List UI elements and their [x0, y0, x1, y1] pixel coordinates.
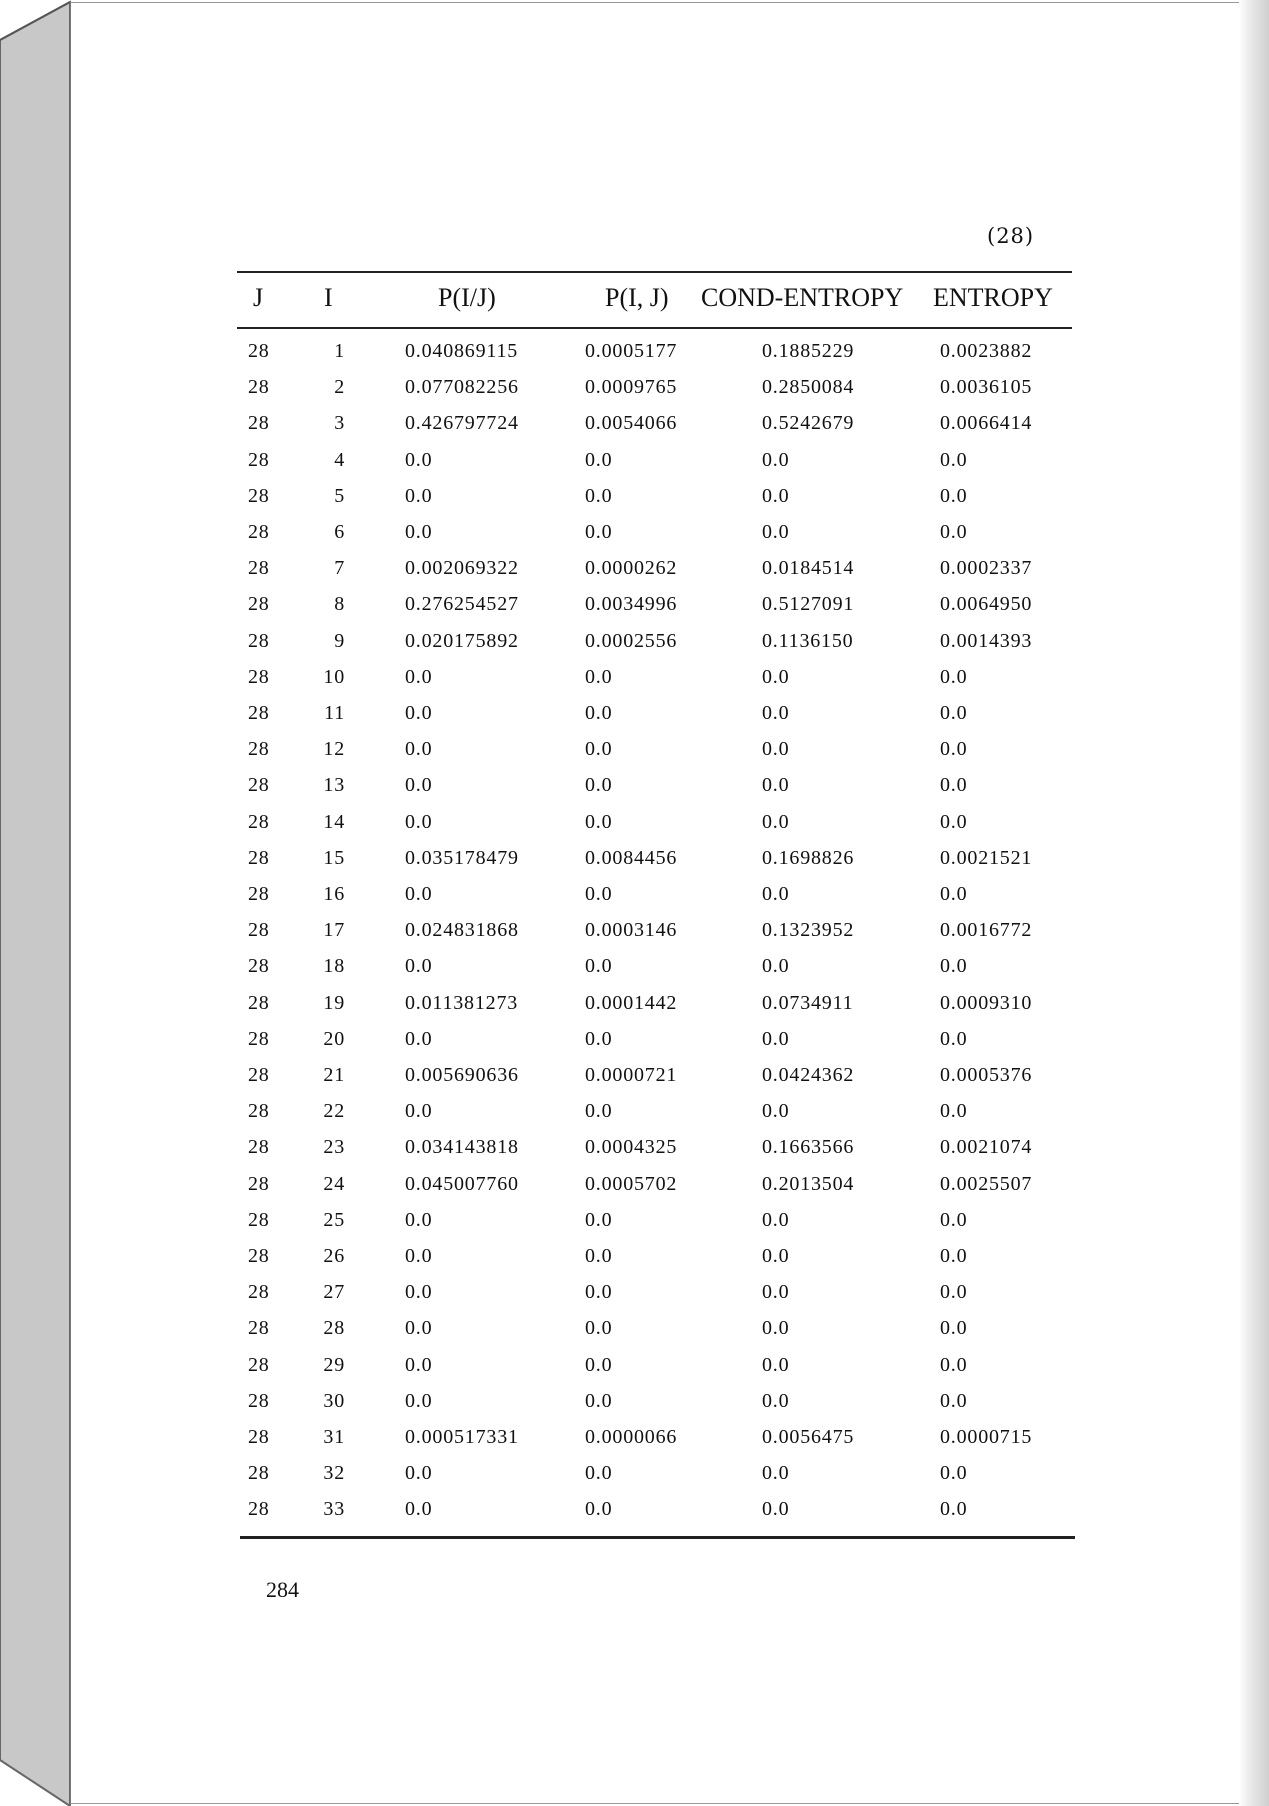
cell-cond-entropy: 0.1698826	[762, 846, 855, 869]
cell-cond-entropy: 0.0	[762, 1353, 790, 1376]
cell-entropy: 0.0	[940, 484, 968, 507]
cell-entropy: 0.0	[940, 1389, 968, 1412]
cell-cond-entropy: 0.0734911	[762, 991, 854, 1014]
cell-conditional-probability: 0.0	[405, 448, 433, 471]
table-row	[0, 1064, 1269, 1094]
cell-j: 28	[248, 702, 270, 724]
cell-conditional-probability: 0.034143818	[405, 1136, 519, 1159]
cell-joint-probability: 0.0	[585, 521, 613, 543]
table-bottom-rule	[240, 1536, 1075, 1539]
column-header-j: J	[253, 283, 264, 312]
cell-i: 22	[323, 1100, 345, 1123]
cell-entropy: 0.0	[940, 883, 968, 905]
table-row	[0, 1028, 1269, 1058]
cell-entropy: 0.0036105	[940, 376, 1033, 399]
cell-joint-probability: 0.0000721	[585, 1064, 678, 1086]
column-header-entropy: ENTROPY	[933, 283, 1053, 312]
cell-entropy: 0.0	[940, 738, 968, 761]
cell-i: 7	[334, 557, 345, 580]
cell-j: 28	[248, 955, 270, 978]
cell-joint-probability: 0.0084456	[585, 846, 678, 869]
cell-cond-entropy: 0.0	[762, 521, 790, 543]
cell-conditional-probability: 0.276254527	[405, 593, 519, 616]
cell-entropy: 0.0	[940, 810, 968, 833]
cell-i: 28	[323, 1317, 345, 1340]
cell-conditional-probability: 0.002069322	[405, 557, 519, 580]
cell-j: 28	[248, 919, 270, 942]
cell-cond-entropy: 0.0184514	[762, 557, 855, 580]
table-number: (28)	[987, 224, 1035, 248]
cell-joint-probability: 0.0000262	[585, 557, 678, 580]
cell-cond-entropy: 0.1136150	[762, 629, 854, 652]
table-row	[0, 811, 1269, 841]
cell-cond-entropy: 0.0	[762, 1498, 790, 1521]
cell-j: 28	[248, 1353, 270, 1376]
cell-conditional-probability: 0.077082256	[405, 376, 519, 399]
cell-entropy: 0.0	[940, 1027, 968, 1050]
cell-conditional-probability: 0.020175892	[405, 629, 519, 652]
cell-joint-probability: 0.0009765	[585, 376, 678, 399]
cell-cond-entropy: 0.0	[762, 738, 790, 761]
cell-entropy: 0.0	[940, 1100, 968, 1123]
cell-i: 1	[334, 340, 345, 362]
cell-cond-entropy: 0.0	[762, 1245, 790, 1267]
table-row	[0, 1498, 1269, 1528]
cell-cond-entropy: 0.0	[762, 1389, 790, 1412]
cell-j: 28	[248, 521, 270, 543]
cell-conditional-probability: 0.0	[405, 1245, 433, 1267]
cell-i: 14	[323, 810, 345, 833]
cell-cond-entropy: 0.1663566	[762, 1136, 855, 1159]
cell-j: 28	[248, 1245, 270, 1267]
cell-entropy: 0.0021521	[940, 846, 1033, 869]
cell-joint-probability: 0.0002556	[585, 629, 678, 652]
cell-cond-entropy: 0.1323952	[762, 919, 855, 942]
table-row	[0, 1173, 1269, 1203]
cell-joint-probability: 0.0	[585, 883, 613, 905]
cell-entropy: 0.0021074	[940, 1136, 1033, 1159]
cell-conditional-probability: 0.005690636	[405, 1064, 519, 1086]
cell-entropy: 0.0	[940, 665, 968, 688]
cell-joint-probability: 0.0003146	[585, 919, 678, 942]
cell-j: 28	[248, 593, 270, 616]
cell-cond-entropy: 0.0	[762, 955, 790, 978]
cell-joint-probability: 0.0	[585, 738, 613, 761]
cell-joint-probability: 0.0	[585, 955, 613, 978]
page-number: 284	[266, 1577, 299, 1602]
table-row	[0, 1100, 1269, 1130]
cell-joint-probability: 0.0	[585, 810, 613, 833]
cell-i: 17	[323, 919, 345, 942]
cell-joint-probability: 0.0	[585, 1498, 613, 1521]
column-header-i: I	[324, 283, 333, 312]
cell-conditional-probability: 0.0	[405, 1317, 433, 1340]
cell-j: 28	[248, 1172, 270, 1195]
cell-joint-probability: 0.0001442	[585, 991, 678, 1014]
cell-joint-probability: 0.0	[585, 1027, 613, 1050]
cell-i: 2	[334, 376, 345, 399]
cell-j: 28	[248, 1136, 270, 1159]
cell-i: 23	[323, 1136, 345, 1159]
cell-joint-probability: 0.0	[585, 1353, 613, 1376]
column-header-cond-entropy: COND-ENTROPY	[701, 283, 904, 312]
cell-joint-probability: 0.0	[585, 702, 613, 724]
table-row	[0, 485, 1269, 515]
cell-entropy: 0.0	[940, 1281, 968, 1304]
cell-conditional-probability: 0.426797724	[405, 412, 519, 435]
table-row	[0, 1245, 1269, 1275]
cell-j: 28	[248, 1027, 270, 1050]
cell-j: 28	[248, 376, 270, 399]
cell-joint-probability: 0.0	[585, 448, 613, 471]
cell-i: 33	[323, 1498, 345, 1521]
cell-joint-probability: 0.0	[585, 1317, 613, 1340]
cell-joint-probability: 0.0	[585, 1208, 613, 1231]
table-row	[0, 847, 1269, 877]
cell-entropy: 0.0064950	[940, 593, 1033, 616]
cell-i: 19	[323, 991, 345, 1014]
cell-conditional-probability: 0.0	[405, 521, 433, 543]
cell-i: 10	[323, 665, 345, 688]
cell-conditional-probability: 0.024831868	[405, 919, 519, 942]
cell-joint-probability: 0.0	[585, 1389, 613, 1412]
cell-conditional-probability: 0.035178479	[405, 846, 519, 869]
cell-entropy: 0.0	[940, 1245, 968, 1267]
cell-joint-probability: 0.0	[585, 1462, 613, 1485]
table-row	[0, 557, 1269, 587]
cell-i: 26	[323, 1245, 345, 1267]
cell-cond-entropy: 0.0	[762, 448, 790, 471]
cell-entropy: 0.0	[940, 521, 968, 543]
cell-i: 11	[324, 702, 345, 724]
cell-i: 30	[323, 1389, 345, 1412]
cell-cond-entropy: 0.0	[762, 1462, 790, 1485]
table-row	[0, 992, 1269, 1022]
cell-cond-entropy: 0.1885229	[762, 340, 855, 362]
cell-cond-entropy: 0.5242679	[762, 412, 855, 435]
cell-cond-entropy: 0.0	[762, 1100, 790, 1123]
cell-conditional-probability: 0.000517331	[405, 1426, 519, 1448]
cell-j: 28	[248, 1462, 270, 1485]
cell-entropy: 0.0	[940, 1462, 968, 1485]
cell-j: 28	[248, 1498, 270, 1521]
cell-conditional-probability: 0.0	[405, 1353, 433, 1376]
cell-entropy: 0.0025507	[940, 1172, 1033, 1195]
cell-entropy: 0.0	[940, 1353, 968, 1376]
cell-joint-probability: 0.0	[585, 665, 613, 688]
cell-cond-entropy: 0.0	[762, 1027, 790, 1050]
cell-conditional-probability: 0.0	[405, 738, 433, 761]
cell-cond-entropy: 0.0	[762, 702, 790, 724]
table-row	[0, 1354, 1269, 1384]
cell-conditional-probability: 0.0	[405, 883, 433, 905]
cell-entropy: 0.0009310	[940, 991, 1033, 1014]
cell-j: 28	[248, 484, 270, 507]
cell-conditional-probability: 0.0	[405, 955, 433, 978]
cell-j: 28	[248, 629, 270, 652]
cell-conditional-probability: 0.0	[405, 702, 433, 724]
cell-i: 9	[334, 629, 345, 652]
cell-entropy: 0.0	[940, 1208, 968, 1231]
cell-joint-probability: 0.0054066	[585, 412, 678, 435]
table-row	[0, 630, 1269, 660]
table-row	[0, 666, 1269, 696]
cell-j: 28	[248, 1100, 270, 1123]
cell-entropy: 0.0	[940, 955, 968, 978]
table-row	[0, 1426, 1269, 1456]
cell-joint-probability: 0.0034996	[585, 593, 678, 616]
cell-j: 28	[248, 810, 270, 833]
cell-i: 18	[323, 955, 345, 978]
cell-entropy: 0.0	[940, 1498, 968, 1521]
cell-j: 28	[248, 665, 270, 688]
cell-conditional-probability: 0.045007760	[405, 1172, 519, 1195]
cell-i: 3	[334, 412, 345, 435]
cell-conditional-probability: 0.040869115	[405, 340, 519, 362]
table-row	[0, 593, 1269, 623]
cell-entropy: 0.0014393	[940, 629, 1033, 652]
cell-i: 29	[323, 1353, 345, 1376]
cell-i: 25	[323, 1208, 345, 1231]
table-row	[0, 738, 1269, 768]
cell-j: 28	[248, 774, 270, 797]
cell-cond-entropy: 0.2013504	[762, 1172, 855, 1195]
table-row	[0, 340, 1269, 370]
cell-i: 24	[323, 1172, 345, 1195]
cell-j: 28	[248, 991, 270, 1014]
cell-i: 5	[334, 484, 345, 507]
cell-j: 28	[248, 1281, 270, 1304]
cell-conditional-probability: 0.0	[405, 665, 433, 688]
cell-cond-entropy: 0.0	[762, 810, 790, 833]
cell-conditional-probability: 0.0	[405, 1389, 433, 1412]
cell-cond-entropy: 0.2850084	[762, 376, 855, 399]
table-row	[0, 1136, 1269, 1166]
table-header-rule	[237, 327, 1072, 329]
cell-entropy: 0.0066414	[940, 412, 1033, 435]
cell-conditional-probability: 0.0	[405, 1100, 433, 1123]
cell-conditional-probability: 0.0	[405, 1281, 433, 1304]
cell-cond-entropy: 0.0	[762, 1281, 790, 1304]
table-row	[0, 1209, 1269, 1239]
cell-j: 28	[248, 883, 270, 905]
table-row	[0, 376, 1269, 406]
table-row	[0, 449, 1269, 479]
cell-entropy: 0.0016772	[940, 919, 1033, 942]
cell-joint-probability: 0.0	[585, 1100, 613, 1123]
cell-j: 28	[248, 1389, 270, 1412]
cell-j: 28	[248, 448, 270, 471]
cell-j: 28	[248, 340, 270, 362]
cell-joint-probability: 0.0000066	[585, 1426, 678, 1448]
table-row	[0, 412, 1269, 442]
cell-entropy: 0.0002337	[940, 557, 1033, 580]
cell-i: 12	[323, 738, 345, 761]
cell-entropy: 0.0	[940, 1317, 968, 1340]
cell-i: 15	[323, 846, 345, 869]
cell-j: 28	[248, 846, 270, 869]
cell-entropy: 0.0	[940, 702, 968, 724]
cell-cond-entropy: 0.0	[762, 774, 790, 797]
cell-entropy: 0.0023882	[940, 340, 1033, 362]
cell-conditional-probability: 0.0	[405, 1462, 433, 1485]
cell-cond-entropy: 0.0424362	[762, 1064, 855, 1086]
cell-joint-probability: 0.0	[585, 1281, 613, 1304]
column-header-joint-probability: P(I, J)	[605, 283, 669, 312]
table-row	[0, 702, 1269, 732]
table-row	[0, 774, 1269, 804]
cell-conditional-probability: 0.011381273	[405, 991, 519, 1014]
cell-j: 28	[248, 412, 270, 435]
table-row	[0, 955, 1269, 985]
cell-j: 28	[248, 1208, 270, 1231]
table-row	[0, 1462, 1269, 1492]
cell-j: 28	[248, 1317, 270, 1340]
table-row	[0, 1281, 1269, 1311]
cell-i: 27	[323, 1281, 345, 1304]
cell-joint-probability: 0.0	[585, 484, 613, 507]
cell-cond-entropy: 0.5127091	[762, 593, 855, 616]
cell-entropy: 0.0	[940, 774, 968, 797]
cell-i: 13	[323, 774, 345, 797]
cell-j: 28	[248, 1064, 270, 1086]
cell-i: 16	[323, 883, 345, 905]
cell-i: 32	[323, 1462, 345, 1485]
cell-conditional-probability: 0.0	[405, 484, 433, 507]
table-row	[0, 521, 1269, 551]
table-top-rule	[237, 271, 1072, 273]
table-row	[0, 1317, 1269, 1347]
cell-joint-probability: 0.0005177	[585, 340, 678, 362]
table-row	[0, 919, 1269, 949]
cell-i: 8	[334, 593, 345, 616]
cell-conditional-probability: 0.0	[405, 810, 433, 833]
cell-j: 28	[248, 738, 270, 761]
cell-i: 31	[323, 1426, 345, 1448]
cell-conditional-probability: 0.0	[405, 1208, 433, 1231]
cell-joint-probability: 0.0	[585, 1245, 613, 1267]
cell-conditional-probability: 0.0	[405, 1498, 433, 1521]
cell-i: 20	[323, 1027, 345, 1050]
cell-joint-probability: 0.0	[585, 774, 613, 797]
cell-cond-entropy: 0.0056475	[762, 1426, 855, 1448]
cell-i: 4	[334, 448, 345, 471]
table-row	[0, 883, 1269, 913]
cell-conditional-probability: 0.0	[405, 1027, 433, 1050]
column-header-conditional-probability: P(I/J)	[438, 283, 496, 312]
cell-cond-entropy: 0.0	[762, 1317, 790, 1340]
cell-entropy: 0.0	[940, 448, 968, 471]
cell-joint-probability: 0.0005702	[585, 1172, 678, 1195]
cell-cond-entropy: 0.0	[762, 484, 790, 507]
table-row	[0, 1390, 1269, 1420]
cell-cond-entropy: 0.0	[762, 665, 790, 688]
cell-conditional-probability: 0.0	[405, 774, 433, 797]
cell-i: 6	[334, 521, 345, 543]
cell-joint-probability: 0.0004325	[585, 1136, 678, 1159]
cell-j: 28	[248, 1426, 270, 1448]
cell-entropy: 0.0000715	[940, 1426, 1033, 1448]
cell-cond-entropy: 0.0	[762, 1208, 790, 1231]
cell-j: 28	[248, 557, 270, 580]
cell-entropy: 0.0005376	[940, 1064, 1033, 1086]
cell-cond-entropy: 0.0	[762, 883, 790, 905]
cell-i: 21	[323, 1064, 345, 1086]
